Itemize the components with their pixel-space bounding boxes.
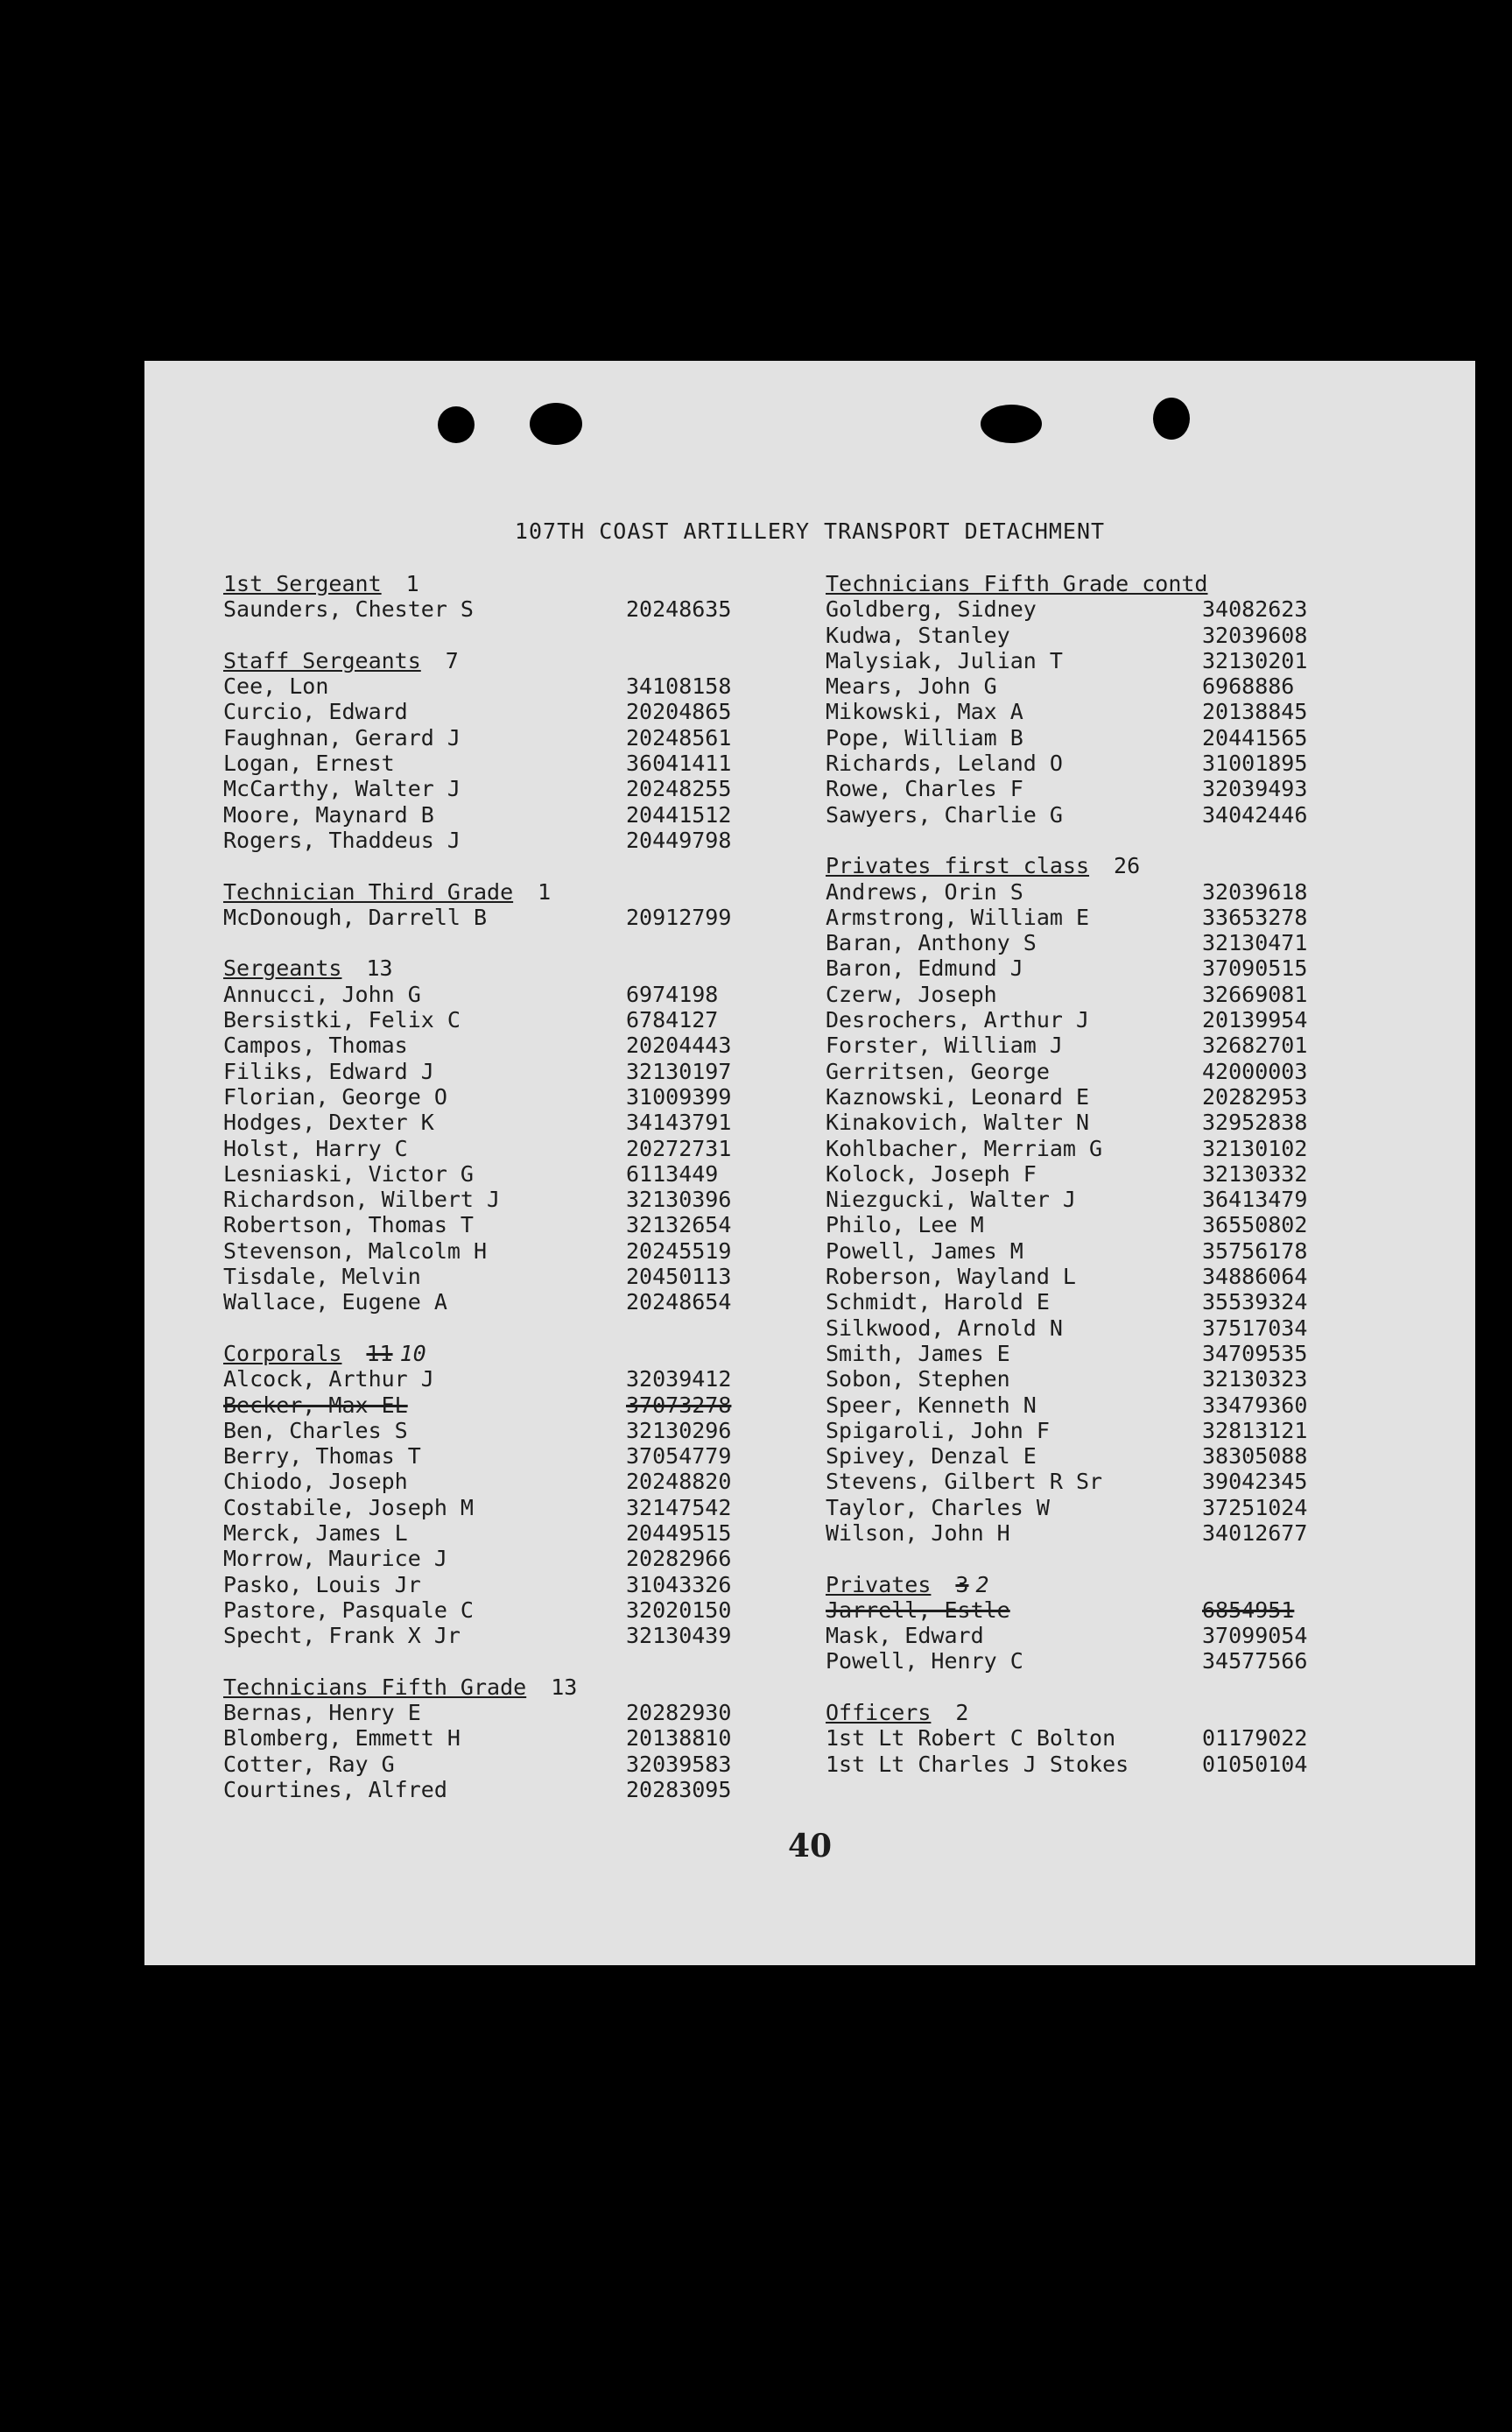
roster-row <box>826 1443 1386 1469</box>
roster-row <box>223 1264 766 1289</box>
section-heading-label: Officers <box>826 1700 932 1726</box>
roster-row <box>826 1084 1386 1110</box>
roster-row <box>223 1110 766 1135</box>
member-name: Goldberg, Sidney <box>826 596 1037 623</box>
roster-row <box>223 1033 766 1058</box>
section-heading <box>223 1674 766 1700</box>
member-name: Czerw, Joseph <box>826 981 997 1007</box>
roster-row <box>826 879 1386 905</box>
member-name: Speer, Kenneth N <box>826 1392 1037 1418</box>
serial-number: 20282953 <box>1202 1083 1308 1110</box>
roster-row <box>826 1341 1386 1366</box>
roster-row <box>223 1136 766 1161</box>
member-name: Malysiak, Julian T <box>826 647 1063 673</box>
serial-number: 34082623 <box>1202 596 1308 623</box>
serial-number: 20204865 <box>626 699 732 725</box>
member-name: Mikowski, Max A <box>826 699 1023 725</box>
roster-row <box>826 1264 1386 1289</box>
section-count: 3 <box>955 1571 969 1597</box>
member-name: Annucci, John G <box>223 981 421 1007</box>
member-name: Baron, Edmund J <box>826 955 1023 982</box>
section-heading <box>223 648 766 673</box>
serial-number: 33653278 <box>1202 904 1308 930</box>
member-name: Powell, Henry C <box>826 1648 1023 1674</box>
member-name: Kudwa, Stanley <box>826 622 1010 648</box>
section-spacer <box>223 853 766 878</box>
member-name: Kinakovich, Walter N <box>826 1110 1090 1136</box>
member-name: Blomberg, Emmett H <box>223 1725 461 1752</box>
serial-number: 34709535 <box>1202 1340 1308 1366</box>
section-heading-label: Corporals <box>223 1340 342 1366</box>
roster-row <box>223 1161 766 1187</box>
roster-row <box>826 1392 1386 1418</box>
roster-row <box>826 1033 1386 1058</box>
serial-number: 20248635 <box>626 596 732 623</box>
member-name: Alcock, Arthur J <box>223 1366 434 1392</box>
roster-row <box>826 1161 1386 1187</box>
serial-number: 34886064 <box>1202 1264 1308 1290</box>
serial-number: 37073278 <box>626 1392 732 1418</box>
roster-row <box>223 1495 766 1520</box>
member-name: Niezgucki, Walter J <box>826 1187 1076 1213</box>
section-heading <box>223 1341 766 1366</box>
serial-number: 37054779 <box>626 1443 732 1470</box>
member-name: Taylor, Charles W <box>826 1494 1050 1520</box>
section-spacer <box>826 828 1386 853</box>
roster-row <box>826 1623 1386 1648</box>
member-name: Mask, Edward <box>826 1623 984 1649</box>
section-heading-label: Privates first class <box>826 853 1090 879</box>
serial-number: 32132654 <box>626 1212 732 1238</box>
section-heading <box>223 955 766 981</box>
serial-number: 37517034 <box>1202 1315 1308 1341</box>
roster-row <box>223 699 766 724</box>
member-name: Specht, Frank X Jr <box>223 1623 461 1649</box>
member-name: Desrochers, Arthur J <box>826 1007 1090 1033</box>
section-count: 26 <box>1114 853 1141 879</box>
roster-row <box>223 1187 766 1212</box>
roster-row <box>826 1315 1386 1341</box>
serial-number: 20449798 <box>626 827 732 853</box>
roster-row <box>826 905 1386 930</box>
roster-row <box>223 982 766 1007</box>
section-heading-label: 1st Sergeant <box>223 571 382 596</box>
serial-number: 20272731 <box>626 1135 732 1161</box>
roster-row <box>826 1238 1386 1264</box>
serial-number: 20450113 <box>626 1264 732 1290</box>
serial-number: 20245519 <box>626 1237 732 1264</box>
roster-row <box>223 1418 766 1443</box>
serial-number: 33479360 <box>1202 1392 1308 1418</box>
serial-number: 32682701 <box>1202 1033 1308 1059</box>
roster-row <box>223 1597 766 1623</box>
section-count-correction: 2 <box>975 1571 989 1597</box>
roster-row <box>826 1495 1386 1520</box>
member-name: Spivey, Denzal E <box>826 1443 1037 1470</box>
roster-row <box>826 673 1386 699</box>
roster-row <box>826 699 1386 724</box>
member-name: Smith, James E <box>826 1340 1010 1366</box>
serial-number: 32130471 <box>1202 930 1308 956</box>
roster-row <box>223 802 766 828</box>
serial-number: 6113449 <box>626 1160 719 1187</box>
member-name: Schmidt, Harold E <box>826 1289 1050 1315</box>
section-count: 13 <box>551 1674 578 1700</box>
serial-number: 20283095 <box>626 1776 732 1802</box>
roster-row <box>826 1725 1386 1751</box>
document-page <box>144 361 1475 1965</box>
roster-row <box>826 1520 1386 1546</box>
roster-row <box>826 1366 1386 1392</box>
roster-row <box>826 1418 1386 1443</box>
member-name: Filiks, Edward J <box>223 1058 434 1084</box>
member-name: Courtines, Alfred <box>223 1776 447 1802</box>
serial-number: 6968886 <box>1202 673 1295 700</box>
serial-number: 31001895 <box>1202 751 1308 777</box>
serial-number: 6974198 <box>626 981 719 1007</box>
roster-row <box>223 1752 766 1777</box>
roster-row <box>826 623 1386 648</box>
roster-row <box>223 828 766 853</box>
serial-number: 20138845 <box>1202 699 1308 725</box>
member-name: Baran, Anthony S <box>826 930 1037 956</box>
member-name: Curcio, Edward <box>223 699 408 725</box>
roster-row <box>826 1059 1386 1084</box>
member-name: Chiodo, Joseph <box>223 1469 408 1495</box>
section-count: 1 <box>538 878 552 905</box>
member-name: Stevens, Gilbert R Sr <box>826 1469 1103 1495</box>
serial-number: 32039493 <box>1202 776 1308 802</box>
member-name: Bernas, Henry E <box>223 1700 421 1726</box>
member-name: Hodges, Dexter K <box>223 1110 434 1136</box>
section-count-correction: 10 <box>399 1340 426 1366</box>
punch-hole <box>438 406 475 443</box>
serial-number: 34012677 <box>1202 1519 1308 1546</box>
member-name: Sobon, Stephen <box>826 1366 1010 1392</box>
roster-row <box>223 1520 766 1546</box>
serial-number: 20248654 <box>626 1289 732 1315</box>
member-name: Rowe, Charles F <box>826 776 1023 802</box>
roster-row <box>826 1289 1386 1315</box>
member-name: Stevenson, Malcolm H <box>223 1237 488 1264</box>
serial-number: 32039608 <box>1202 622 1308 648</box>
member-name: Berry, Thomas T <box>223 1443 421 1470</box>
serial-number: 20282966 <box>626 1546 732 1572</box>
roster-row <box>826 596 1386 622</box>
roster-row <box>223 1007 766 1033</box>
page-number: 40 <box>787 1828 833 1865</box>
serial-number: 36550802 <box>1202 1212 1308 1238</box>
serial-number: 20912799 <box>626 904 732 930</box>
serial-number: 32130323 <box>1202 1366 1308 1392</box>
serial-number: 32147542 <box>626 1494 732 1520</box>
serial-number: 20248820 <box>626 1469 732 1495</box>
member-name: Holst, Harry C <box>223 1135 408 1161</box>
member-name: Roberson, Wayland L <box>826 1264 1076 1290</box>
section-spacer <box>826 1546 1386 1571</box>
member-name: Andrews, Orin S <box>826 878 1023 905</box>
member-name: Sawyers, Charlie G <box>826 801 1063 828</box>
serial-number: 20248255 <box>626 776 732 802</box>
section-count: 1 <box>405 571 419 596</box>
serial-number: 6784127 <box>626 1007 719 1033</box>
serial-number: 32130201 <box>1202 647 1308 673</box>
roster-row <box>826 982 1386 1007</box>
section-heading <box>223 879 766 905</box>
member-name: Kolock, Joseph F <box>826 1160 1037 1187</box>
member-name: Morrow, Maurice J <box>223 1546 447 1572</box>
section-spacer <box>223 1315 766 1341</box>
roster-row <box>223 1443 766 1469</box>
member-name: Faughnan, Gerard J <box>223 724 461 751</box>
member-name: Pastore, Pasquale C <box>223 1597 474 1623</box>
serial-number: 6854951 <box>1202 1597 1295 1623</box>
member-name: Rogers, Thaddeus J <box>223 827 461 853</box>
section-count: 13 <box>366 955 393 982</box>
member-name: Kaznowski, Leonard E <box>826 1083 1090 1110</box>
roster-row <box>223 1700 766 1725</box>
member-name: Mears, John G <box>826 673 997 700</box>
serial-number: 20139954 <box>1202 1007 1308 1033</box>
roster-row <box>223 1777 766 1802</box>
serial-number: 32039412 <box>626 1366 732 1392</box>
serial-number: 32039618 <box>1202 878 1308 905</box>
roster-row <box>223 1212 766 1237</box>
roster-row <box>223 1546 766 1571</box>
serial-number: 31043326 <box>626 1571 732 1597</box>
member-name: Philo, Lee M <box>826 1212 984 1238</box>
roster-row <box>826 955 1386 981</box>
section-spacer <box>826 1674 1386 1700</box>
member-name: Kohlbacher, Merriam G <box>826 1135 1103 1161</box>
roster-row <box>223 1392 766 1418</box>
roster-row <box>223 1238 766 1264</box>
member-name: Bersistki, Felix C <box>223 1007 461 1033</box>
member-name: Jarrell, Estle <box>826 1597 1010 1623</box>
member-name: Wilson, John H <box>826 1519 1010 1546</box>
roster-row <box>223 1623 766 1648</box>
member-name: Wallace, Eugene A <box>223 1289 447 1315</box>
roster-row <box>223 596 766 622</box>
serial-number: 20204443 <box>626 1033 732 1059</box>
serial-number: 39042345 <box>1202 1469 1308 1495</box>
roster-row <box>826 1007 1386 1033</box>
punch-hole <box>1153 398 1190 440</box>
serial-number: 34042446 <box>1202 801 1308 828</box>
section-heading <box>826 571 1386 596</box>
serial-number: 42000003 <box>1202 1058 1308 1084</box>
serial-number: 32130439 <box>626 1623 732 1649</box>
roster-row <box>223 751 766 776</box>
serial-number: 20441512 <box>626 801 732 828</box>
roster-row <box>223 1366 766 1392</box>
punch-hole <box>530 403 582 445</box>
serial-number: 20248561 <box>626 724 732 751</box>
roster-row <box>826 1597 1386 1623</box>
punch-hole <box>981 405 1042 443</box>
member-name: Forster, William J <box>826 1033 1063 1059</box>
serial-number: 37090515 <box>1202 955 1308 982</box>
section-count: 11 <box>366 1340 393 1366</box>
section-heading-label: Technicians Fifth Grade <box>223 1674 527 1700</box>
member-name: Richardson, Wilbert J <box>223 1187 501 1213</box>
member-name: McDonough, Darrell B <box>223 904 488 930</box>
roster-row <box>826 1136 1386 1161</box>
member-name: Powell, James M <box>826 1237 1023 1264</box>
serial-number: 36041411 <box>626 751 732 777</box>
serial-number: 20282930 <box>626 1700 732 1726</box>
serial-number: 32039583 <box>626 1751 732 1777</box>
serial-number: 20138810 <box>626 1725 732 1752</box>
left-column <box>223 571 766 1802</box>
member-name: Silkwood, Arnold N <box>826 1315 1063 1341</box>
section-heading-label: Technician Third Grade <box>223 878 514 905</box>
roster-row <box>223 776 766 801</box>
section-heading <box>223 571 766 596</box>
member-name: Cotter, Ray G <box>223 1751 395 1777</box>
roster-row <box>223 725 766 751</box>
member-name: Pasko, Louis Jr <box>223 1571 421 1597</box>
member-name: 1st Lt Charles J Stokes <box>826 1751 1129 1777</box>
roster-row <box>826 1648 1386 1674</box>
roster-row <box>826 1469 1386 1494</box>
roster-row <box>223 1725 766 1751</box>
member-name: Moore, Maynard B <box>223 801 434 828</box>
member-name: McCarthy, Walter J <box>223 776 461 802</box>
member-name: Logan, Ernest <box>223 751 395 777</box>
member-name: Merck, James L <box>223 1519 408 1546</box>
section-heading <box>826 853 1386 878</box>
member-name: Armstrong, William E <box>826 904 1090 930</box>
serial-number: 35756178 <box>1202 1237 1308 1264</box>
member-name: Lesniaski, Victor G <box>223 1160 474 1187</box>
serial-number: 32130197 <box>626 1058 732 1084</box>
serial-number: 32020150 <box>626 1597 732 1623</box>
serial-number: 32669081 <box>1202 981 1308 1007</box>
serial-number: 20449515 <box>626 1519 732 1546</box>
roster-row <box>826 1752 1386 1777</box>
member-name: Florian, George O <box>223 1083 447 1110</box>
section-heading-label: Technicians Fifth Grade contd <box>826 571 1208 596</box>
roster-row <box>223 673 766 699</box>
section-heading-label: Privates <box>826 1571 932 1597</box>
member-name: Cee, Lon <box>223 673 329 700</box>
section-heading <box>826 1700 1386 1725</box>
serial-number: 31009399 <box>626 1083 732 1110</box>
member-name: Ben, Charles S <box>223 1417 408 1443</box>
serial-number: 38305088 <box>1202 1443 1308 1470</box>
roster-row <box>223 1572 766 1597</box>
serial-number: 20441565 <box>1202 724 1308 751</box>
member-name: Gerritsen, George <box>826 1058 1050 1084</box>
roster-row <box>223 1289 766 1315</box>
serial-number: 37251024 <box>1202 1494 1308 1520</box>
roster-row <box>223 1084 766 1110</box>
roster-row <box>223 1059 766 1084</box>
section-spacer <box>223 1648 766 1674</box>
section-spacer <box>223 930 766 955</box>
roster-row <box>826 776 1386 801</box>
serial-number: 34143791 <box>626 1110 732 1136</box>
section-heading <box>826 1572 1386 1597</box>
roster-row <box>223 1469 766 1494</box>
serial-number: 34577566 <box>1202 1648 1308 1674</box>
section-heading-label: Sergeants <box>223 955 342 982</box>
roster-row <box>826 751 1386 776</box>
section-count: 7 <box>445 647 459 673</box>
roster-row <box>223 905 766 930</box>
member-name: Richards, Leland O <box>826 751 1063 777</box>
serial-number: 32813121 <box>1202 1417 1308 1443</box>
serial-number: 32130332 <box>1202 1160 1308 1187</box>
member-name: Robertson, Thomas T <box>223 1212 474 1238</box>
roster-row <box>826 1187 1386 1212</box>
member-name: 1st Lt Robert C Bolton <box>826 1725 1116 1752</box>
serial-number: 32130396 <box>626 1187 732 1213</box>
serial-number: 01179022 <box>1202 1725 1308 1752</box>
serial-number: 34108158 <box>626 673 732 700</box>
member-name: Pope, William B <box>826 724 1023 751</box>
roster-row <box>826 930 1386 955</box>
right-column <box>826 571 1386 1777</box>
serial-number: 37099054 <box>1202 1623 1308 1649</box>
serial-number: 32952838 <box>1202 1110 1308 1136</box>
roster-row <box>826 1212 1386 1237</box>
serial-number: 32130102 <box>1202 1135 1308 1161</box>
section-count: 2 <box>955 1700 969 1726</box>
member-name: Becker, Max EL <box>223 1392 408 1418</box>
serial-number: 35539324 <box>1202 1289 1308 1315</box>
member-name: Tisdale, Melvin <box>223 1264 421 1290</box>
roster-row <box>826 1110 1386 1135</box>
member-name: Saunders, Chester S <box>223 596 474 623</box>
serial-number: 01050104 <box>1202 1751 1308 1777</box>
member-name: Costabile, Joseph M <box>223 1494 474 1520</box>
member-name: Spigaroli, John F <box>826 1417 1050 1443</box>
section-heading-label: Staff Sergeants <box>223 647 421 673</box>
roster-row <box>826 802 1386 828</box>
member-name: Campos, Thomas <box>223 1033 408 1059</box>
serial-number: 36413479 <box>1202 1187 1308 1213</box>
serial-number: 32130296 <box>626 1417 732 1443</box>
roster-row <box>826 725 1386 751</box>
roster-row <box>826 648 1386 673</box>
page-title: 107TH COAST ARTILLERY TRANSPORT DETACHMENT <box>514 518 1106 544</box>
section-spacer <box>223 623 766 648</box>
